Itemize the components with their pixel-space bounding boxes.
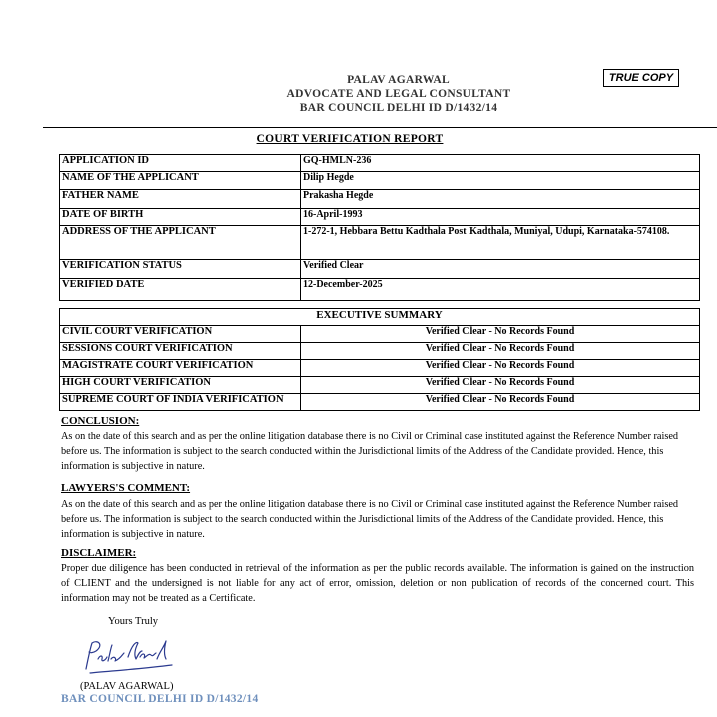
detail-value: 1-272-1, Hebbara Bettu Kadthala Post Kadthala, Muniyal, Udupi, Karnataka-574108. [301,226,700,260]
table-row [60,209,700,226]
table-row [60,343,700,360]
summary-label: CIVIL COURT VERIFICATION [60,326,301,343]
signatory-bar-id: BAR COUNCIL DELHI ID D/1432/14 [61,693,259,705]
table-row [60,279,700,301]
table-row [60,172,700,190]
advocate-name: PALAV AGARWAL [347,74,450,86]
lawyers-comment-heading: LAWYERS'S COMMENT: [61,482,191,494]
summary-value: Verified Clear - No Records Found [301,394,700,411]
applicant-details-table [59,154,700,301]
table-row [60,377,700,394]
summary-value: Verified Clear - No Records Found [301,360,700,377]
table-row [60,260,700,279]
detail-label: NAME OF THE APPLICANT [60,172,301,190]
table-row [60,326,700,343]
detail-value: 12-December-2025 [301,279,700,301]
detail-value: Prakasha Hegde [301,190,700,209]
summary-value: Verified Clear - No Records Found [301,343,700,360]
signature [80,635,180,682]
true-copy-stamp: TRUE COPY [603,69,679,87]
summary-label: SUPREME COURT OF INDIA VERIFICATION [60,394,301,411]
disclaimer-heading: DISCLAIMER: [61,547,137,559]
disclaimer-text: Proper due diligence has been conducted in retrieval of the information as per the public records available. The information is gained on the instruction of CLIENT and the undersigned is not liable for any act of error, omission, deletion or non publication of records of the concerned court. This information may not be treated as a Certificate. [61,563,694,604]
detail-value: Dilip Hegde [301,172,700,190]
detail-value: 16-April-1993 [301,209,700,226]
table-row [60,360,700,377]
header-divider [43,127,717,128]
detail-label: VERIFIED DATE [60,279,301,301]
conclusion-heading: CONCLUSION: [61,415,140,427]
yours-truly: Yours Truly [108,616,159,627]
summary-label: SESSIONS COURT VERIFICATION [60,343,301,360]
summary-label: HIGH COURT VERIFICATION [60,377,301,394]
table-row [60,155,700,172]
executive-summary-table [59,308,700,411]
detail-label: VERIFICATION STATUS [60,260,301,279]
summary-value: Verified Clear - No Records Found [301,377,700,394]
detail-value: GQ-HMLN-236 [301,155,700,172]
signatory-name: (PALAV AGARWAL) [80,681,174,692]
summary-label: MAGISTRATE COURT VERIFICATION [60,360,301,377]
summary-value: Verified Clear - No Records Found [301,326,700,343]
letterhead-bar-id: BAR COUNCIL DELHI ID D/1432/14 [299,102,498,114]
table-header-row [60,309,700,326]
executive-summary-heading: EXECUTIVE SUMMARY [60,309,700,326]
table-row [60,394,700,411]
conclusion-text: As on the date of this search and as per the online litigation database there is no Civil or Criminal case instituted against the Reference Number raised before us. The information is subject to the search conducted within the Jurisdictional limits of the Address of the Candidate provided. Hence, this information is subjective in nature. [61,431,679,472]
lawyers-comment-text: As on the date of this search and as per the online litigation database there is no Civil or Criminal case instituted against the Reference Number raised before us. The information is subject to the search conducted within the Jurisdictional limits of the Address of the Candidate provided. Hence, this information is subjective in nature. [61,499,679,540]
detail-label: ADDRESS OF THE APPLICANT [60,226,301,260]
detail-value: Verified Clear [301,260,700,279]
detail-label: DATE OF BIRTH [60,209,301,226]
detail-label: APPLICATION ID [60,155,301,172]
detail-label: FATHER NAME [60,190,301,209]
advocate-title: ADVOCATE AND LEGAL CONSULTANT [286,88,511,100]
signature-image [80,635,180,677]
table-row [60,226,700,260]
table-row [60,190,700,209]
report-title: COURT VERIFICATION REPORT [256,133,444,145]
